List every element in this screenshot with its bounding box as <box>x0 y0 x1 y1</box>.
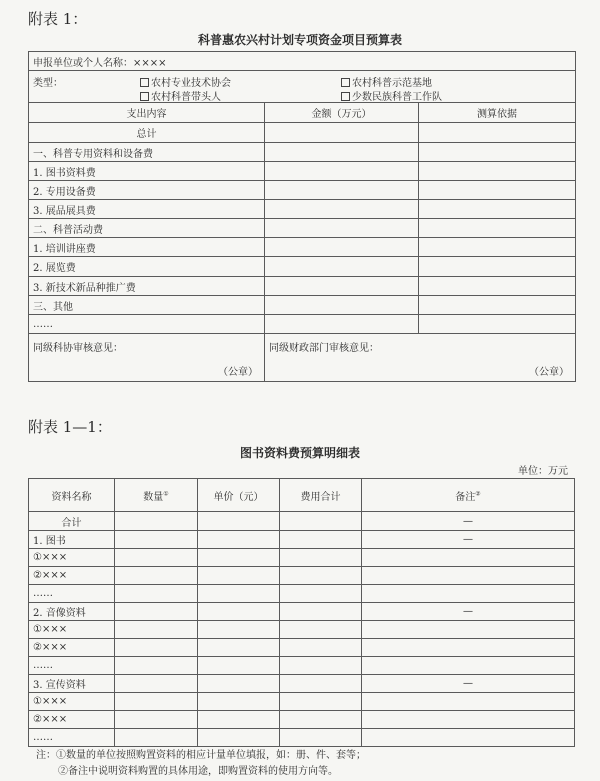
table-cell: …… <box>29 657 115 675</box>
table-cell[interactable] <box>362 711 575 729</box>
table-row <box>29 711 575 729</box>
table-cell[interactable] <box>115 639 198 657</box>
table-cell[interactable] <box>280 585 362 603</box>
table-cell: ①××× <box>29 693 115 711</box>
table-cell[interactable] <box>198 531 280 549</box>
table-cell[interactable] <box>280 675 362 693</box>
checkbox-icon <box>140 92 149 101</box>
table-cell[interactable] <box>362 639 575 657</box>
table-row <box>29 219 576 238</box>
table-cell[interactable] <box>115 729 198 747</box>
table-cell: …… <box>29 315 265 334</box>
table-row <box>29 296 576 315</box>
table-cell: ②××× <box>29 567 115 585</box>
header-total-cost: 费用合计 <box>280 479 362 512</box>
official-seal-label: （公章） <box>218 367 258 378</box>
table-row <box>29 567 575 585</box>
table-cell: 二、科普活动费 <box>29 219 265 238</box>
header-quantity: 数量① <box>115 479 198 512</box>
table-cell[interactable] <box>280 531 362 549</box>
type-option-leader[interactable]: 农村科普带头人 <box>140 88 221 103</box>
table-row <box>29 257 576 277</box>
table-row <box>29 238 576 257</box>
table-cell[interactable] <box>280 693 362 711</box>
table-cell[interactable] <box>265 277 419 296</box>
table-cell: — <box>362 531 575 549</box>
table-cell: 1. 培训讲座费 <box>29 238 265 257</box>
table-cell: …… <box>29 729 115 747</box>
table-cell[interactable] <box>280 657 362 675</box>
table-cell: ②××× <box>29 639 115 657</box>
checkbox-icon <box>341 78 350 87</box>
review-box-finance[interactable] <box>265 334 576 382</box>
header-name: 资料名称 <box>29 479 115 512</box>
table-cell[interactable] <box>280 621 362 639</box>
table-row <box>29 162 576 181</box>
table-cell[interactable] <box>115 657 198 675</box>
table-cell[interactable] <box>198 711 280 729</box>
checkbox-icon <box>341 92 350 101</box>
table-row <box>29 315 576 334</box>
table-cell[interactable] <box>198 639 280 657</box>
table-row <box>29 657 575 675</box>
table-cell: 一、科普专用资料和设备费 <box>29 143 265 162</box>
table-cell[interactable] <box>198 585 280 603</box>
table-cell[interactable] <box>265 219 419 238</box>
table-row <box>29 603 575 621</box>
table2-title: 图书资料费预算明细表 <box>239 446 360 460</box>
table-cell: ①××× <box>29 549 115 567</box>
review-label-finance: 同级财政部门审核意见： <box>269 343 379 354</box>
type-label: 类型： <box>33 78 63 89</box>
table-row <box>29 123 576 143</box>
table2-heading: 附表 1—1： <box>28 418 112 436</box>
header-remarks: 备注② <box>362 479 575 512</box>
table-cell[interactable] <box>419 296 576 315</box>
table-cell[interactable] <box>115 711 198 729</box>
table-row <box>29 512 575 531</box>
table-cell: 总计 <box>29 123 265 143</box>
table-cell: 3. 宣传资料 <box>29 675 115 693</box>
table-cell[interactable] <box>265 181 419 200</box>
unit-label: 单位：万元 <box>518 466 568 477</box>
table-cell[interactable] <box>280 639 362 657</box>
review-box-association[interactable] <box>29 334 265 382</box>
table-cell[interactable] <box>280 711 362 729</box>
table-row <box>29 549 575 567</box>
table-cell[interactable] <box>280 567 362 585</box>
table-cell[interactable] <box>198 675 280 693</box>
table-row <box>29 200 576 219</box>
table-cell[interactable] <box>362 621 575 639</box>
table-cell[interactable] <box>115 585 198 603</box>
header-expense: 支出内容 <box>29 103 265 123</box>
table-cell[interactable] <box>198 549 280 567</box>
table-cell: 3. 新技术新品种推广费 <box>29 277 265 296</box>
table-row <box>29 729 575 747</box>
table-cell: …… <box>29 585 115 603</box>
table1-heading: 附表 1： <box>28 10 88 28</box>
table-row <box>29 585 575 603</box>
table-cell[interactable] <box>198 621 280 639</box>
footnote-remarks: ②备注中说明资料购置的具体用途，即购置资料的使用方向等。 <box>58 766 338 777</box>
table-cell[interactable] <box>362 729 575 747</box>
table-cell[interactable] <box>265 296 419 315</box>
table-cell: 3. 展品展具费 <box>29 200 265 219</box>
table-cell[interactable] <box>280 603 362 621</box>
table-row <box>29 531 575 549</box>
table-cell[interactable] <box>265 123 419 143</box>
table-cell[interactable] <box>265 238 419 257</box>
header-unit-price: 单价（元） <box>198 479 280 512</box>
type-option-ethnic-team[interactable]: 少数民族科普工作队 <box>341 88 442 103</box>
table-cell[interactable] <box>419 162 576 181</box>
footnote-quantity: 注：①数量的单位按照购置资料的相应计量单位填报，如：册、件、套等； <box>36 750 366 761</box>
table-cell[interactable] <box>198 603 280 621</box>
footnote-mark: ② <box>475 490 481 498</box>
type-row <box>29 71 576 103</box>
type-option-demo-base[interactable]: 农村科普示范基地 <box>341 74 432 89</box>
table-cell: 2. 展览费 <box>29 257 265 277</box>
table-cell: 1. 图书资料费 <box>29 162 265 181</box>
type-option-association[interactable]: 农村专业技术协会 <box>140 74 231 89</box>
table-row <box>29 277 576 296</box>
header-amount: 金额（万元） <box>265 103 419 123</box>
table-cell: 2. 专用设备费 <box>29 181 265 200</box>
table-cell[interactable] <box>265 143 419 162</box>
table-cell[interactable] <box>265 257 419 277</box>
table-cell[interactable] <box>265 162 419 181</box>
checkbox-icon <box>140 78 149 87</box>
table-cell: 1. 图书 <box>29 531 115 549</box>
table-cell[interactable] <box>115 512 198 531</box>
table-cell[interactable] <box>115 567 198 585</box>
table-cell[interactable] <box>419 238 576 257</box>
table-cell[interactable] <box>362 567 575 585</box>
header-basis: 测算依据 <box>419 103 576 123</box>
table-cell[interactable] <box>419 257 576 277</box>
applicant-name: 申报单位或个人名称：×××× <box>29 52 576 71</box>
table-cell[interactable] <box>115 603 198 621</box>
table-cell[interactable] <box>419 277 576 296</box>
table-row <box>29 693 575 711</box>
table-cell[interactable] <box>362 657 575 675</box>
table2-header-row <box>29 479 575 512</box>
table-cell: — <box>362 675 575 693</box>
table-cell[interactable] <box>280 512 362 531</box>
table-cell[interactable] <box>265 315 419 334</box>
table-cell[interactable] <box>419 181 576 200</box>
table-cell[interactable] <box>198 567 280 585</box>
official-seal-label: （公章） <box>529 367 570 378</box>
budget-table <box>28 51 576 382</box>
table-cell[interactable] <box>115 621 198 639</box>
book-budget-table <box>28 478 575 747</box>
table-row <box>29 143 576 162</box>
table-cell[interactable] <box>419 315 576 334</box>
table-cell[interactable] <box>265 200 419 219</box>
table-cell[interactable] <box>419 143 576 162</box>
table-cell[interactable] <box>280 729 362 747</box>
table-cell: ①××× <box>29 621 115 639</box>
table-cell[interactable] <box>280 549 362 567</box>
table-row <box>29 675 575 693</box>
table-cell[interactable] <box>198 729 280 747</box>
footnote-mark: ① <box>163 490 169 498</box>
table-cell: ②××× <box>29 711 115 729</box>
table-cell[interactable] <box>115 693 198 711</box>
table-row <box>29 181 576 200</box>
table-cell[interactable] <box>362 549 575 567</box>
table-cell[interactable] <box>419 123 576 143</box>
table-cell: — <box>362 603 575 621</box>
table-cell[interactable] <box>362 585 575 603</box>
table1-title: 科普惠农兴村计划专项资金项目预算表 <box>197 33 402 47</box>
table-cell: — <box>362 512 575 531</box>
table-cell[interactable] <box>115 549 198 567</box>
table-cell[interactable] <box>115 675 198 693</box>
table-cell[interactable] <box>419 200 576 219</box>
table-cell: 合计 <box>29 512 115 531</box>
table-cell[interactable] <box>198 693 280 711</box>
table-cell[interactable] <box>198 657 280 675</box>
review-label-association: 同级科协审核意见： <box>33 343 123 354</box>
table-cell: 2. 音像资料 <box>29 603 115 621</box>
table-row <box>29 621 575 639</box>
table-cell[interactable] <box>362 693 575 711</box>
table-cell[interactable] <box>198 512 280 531</box>
table-cell: 三、其他 <box>29 296 265 315</box>
table-cell[interactable] <box>115 531 198 549</box>
table1-header-row <box>29 103 576 123</box>
table-row <box>29 639 575 657</box>
table-cell[interactable] <box>419 219 576 238</box>
